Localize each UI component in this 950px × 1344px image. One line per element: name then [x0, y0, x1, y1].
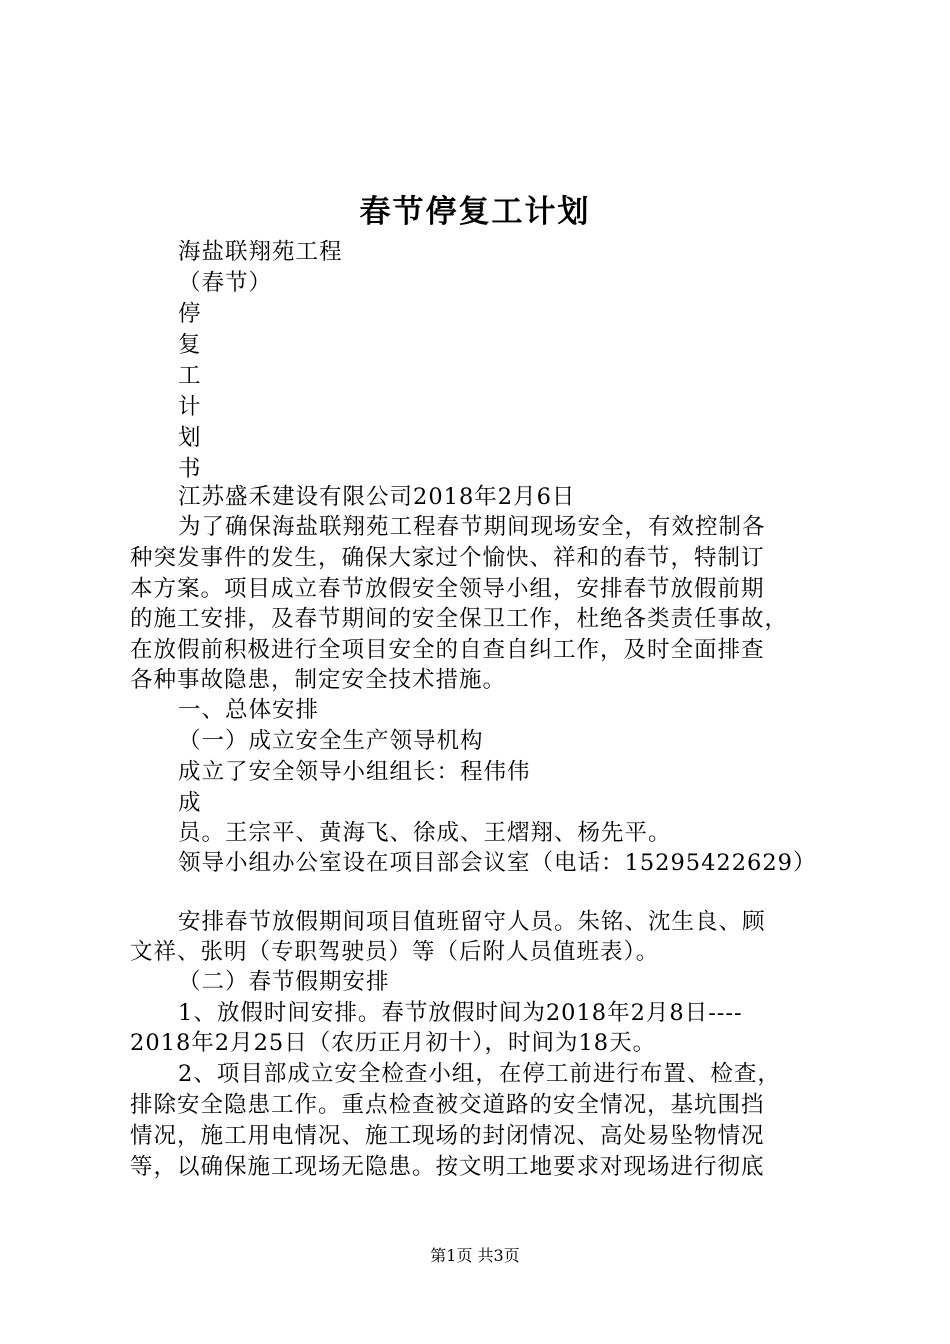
- text-line: 成: [178, 790, 202, 816]
- paragraph-line: 2、项目部成立安全检查小组，在停工前进行布置、检查，: [178, 1061, 781, 1087]
- paragraph-line: 本方案。项目成立春节放假安全领导小组，安排春节放假前期: [130, 576, 765, 602]
- paragraph-line: 在放假前积极进行全项目安全的自查自纠工作，及时全面排查: [130, 637, 765, 663]
- paragraph-line: 为了确保海盐联翔苑工程春节期间现场安全，有效控制各: [178, 514, 766, 540]
- paragraph-line: 2018年2月25日（农历正月初十），时间为18天。: [130, 1030, 657, 1056]
- paragraph-line: 安排春节放假期间项目值班留守人员。朱铭、沈生良、顾: [178, 909, 766, 935]
- vertical-char: 复: [178, 332, 202, 358]
- paragraph-line: 排除安全隐患工作。重点检查被交道路的安全情况，基坑围挡: [130, 1092, 765, 1118]
- page-footer: 第1页 共3页: [430, 1246, 520, 1265]
- vertical-char: 计: [178, 394, 202, 420]
- text-line: 成立了安全领导小组组长：程伟伟: [178, 759, 531, 785]
- text-line: 员。王宗平、黄海飞、徐成、王熠翔、杨先平。: [178, 820, 672, 846]
- company-date-line: 江苏盛禾建设有限公司2018年2月6日: [178, 484, 576, 510]
- paragraph-line: 1、放假时间安排。春节放假时间为2018年2月8日----: [178, 1000, 743, 1026]
- paragraph-line: 文祥、张明（专职驾驶员）等（后附人员值班表）。: [130, 939, 660, 965]
- subsection-heading: （二）春节假期安排: [178, 969, 390, 995]
- paragraph-line: 各种事故隐患，制定安全技术措施。: [130, 667, 507, 693]
- paragraph-line: 情况，施工用电情况、施工现场的封闭情况、高处易坠物情况: [130, 1123, 765, 1149]
- document-title: 春节停复工计划: [359, 194, 591, 230]
- subsection-heading: （一）成立安全生产领导机构: [178, 728, 484, 754]
- section-heading: 一、总体安排: [178, 697, 320, 723]
- text-line: 领导小组办公室设在项目部会议室（电话：15295422629）: [178, 850, 817, 876]
- vertical-char: 停: [178, 301, 202, 327]
- vertical-char: 书: [178, 456, 202, 482]
- subtitle-line: （春节）: [178, 270, 273, 296]
- vertical-char: 划: [178, 425, 202, 451]
- vertical-char: 工: [178, 363, 202, 389]
- paragraph-line: 种突发事件的发生，确保大家过个愉快、祥和的春节，特制订: [130, 545, 765, 571]
- paragraph-line: 等，以确保施工现场无隐患。按文明工地要求对现场进行彻底: [130, 1154, 765, 1180]
- paragraph-line: 的施工安排，及春节期间的安全保卫工作，杜绝各类责任事故，: [130, 606, 789, 632]
- project-name-line: 海盐联翔苑工程: [178, 239, 343, 265]
